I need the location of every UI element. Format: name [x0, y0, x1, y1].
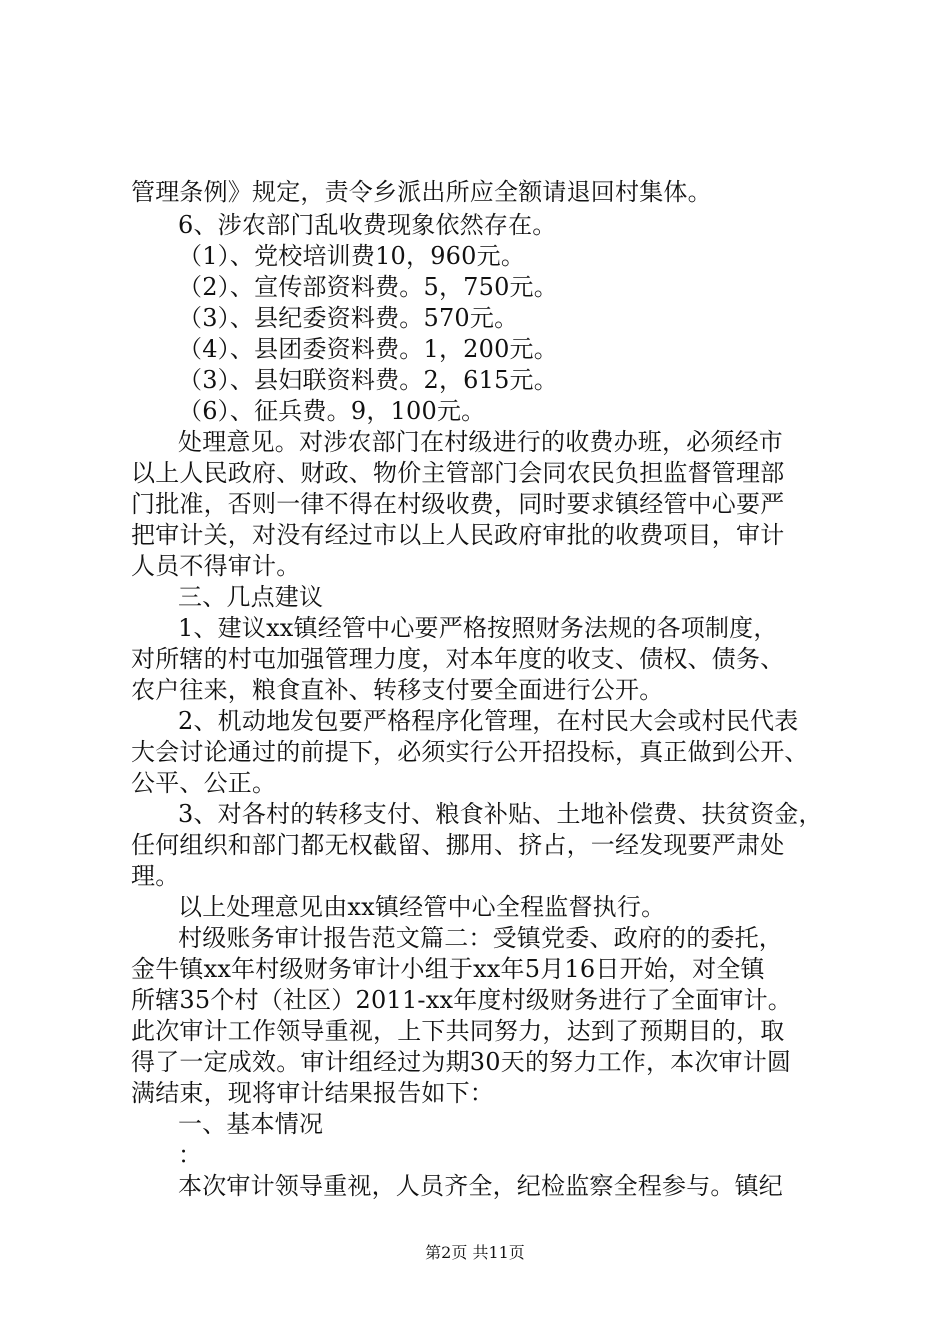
text-line: （1）、党校培训费10，960元。 [178, 242, 526, 270]
text-line: 公平、公正。 [131, 769, 277, 797]
page-number-footer: 第2页 共11页 [425, 1243, 525, 1262]
text-line: 农户往来，粮食直补、转移支付要全面进行公开。 [131, 676, 664, 704]
text-line: （2）、宣传部资料费。5，750元。 [178, 273, 558, 301]
text-line: 把审计关，对没有经过市以上人民政府审批的收费项目，审计 [131, 521, 785, 549]
text-line: 得了一定成效。审计组经过为期30天的努力工作，本次审计圆 [131, 1048, 792, 1076]
text-line: 此次审计工作领导重视，上下共同努力，达到了预期目的，取 [131, 1017, 785, 1045]
section-heading: 一、基本情况 [178, 1110, 324, 1138]
text-line: 以上人民政府、财政、物价主管部门会同农民负担监督管理部 [131, 459, 785, 487]
text-line: （4）、县团委资料费。1，200元。 [178, 335, 558, 363]
text-line: 门批准，否则一律不得在村级收费，同时要求镇经管中心要严 [131, 490, 785, 518]
text-line: 任何组织和部门都无权截留、挪用、挤占，一经发现要严肃处 [131, 831, 785, 859]
text-line: 3、对各村的转移支付、粮食补贴、土地补偿费、扶贫资金， [178, 800, 823, 828]
text-line: 1、建议xx镇经管中心要严格按照财务法规的各项制度， [178, 614, 778, 642]
text-line: 2、机动地发包要严格程序化管理，在村民大会或村民代表 [178, 707, 799, 735]
text-line: 村级账务审计报告范文篇二：受镇党委、政府的的委托， [178, 924, 783, 952]
text-line: 本次审计领导重视，人员齐全，纪检监察全程参与。镇纪 [178, 1172, 783, 1200]
text-line: 满结束，现将审计结果报告如下： [131, 1079, 494, 1107]
text-line: 大会讨论通过的前提下，必须实行公开招投标，真正做到公开、 [131, 738, 809, 766]
text-line: 所辖35个村（社区）2011-xx年度村级财务进行了全面审计。 [131, 986, 792, 1014]
text-line: 对所辖的村屯加强管理力度，对本年度的收支、债权、债务、 [131, 645, 785, 673]
text-line: 6、涉农部门乱收费现象依然存在。 [178, 211, 557, 239]
text-line: 管理条例》规定，责令乡派出所应全额请退回村集体。 [131, 178, 712, 206]
text-line: 理。 [131, 862, 180, 890]
text-line: 处理意见。对涉农部门在村级进行的收费办班，必须经市 [178, 428, 783, 456]
text-line: （3）、县纪委资料费。570元。 [178, 304, 519, 332]
text-line: 以上处理意见由xx镇经管中心全程监督执行。 [178, 893, 666, 921]
section-heading: 三、几点建议 [178, 583, 324, 611]
text-line: （3）、县妇联资料费。2，615元。 [178, 366, 558, 394]
text-line: （6）、征兵费。9，100元。 [178, 397, 486, 425]
text-line: 金牛镇xx年村级财务审计小组于xx年5月16日开始，对全镇 [131, 955, 765, 983]
text-line: 人员不得审计。 [131, 552, 301, 580]
text-line: ： [178, 1141, 203, 1169]
